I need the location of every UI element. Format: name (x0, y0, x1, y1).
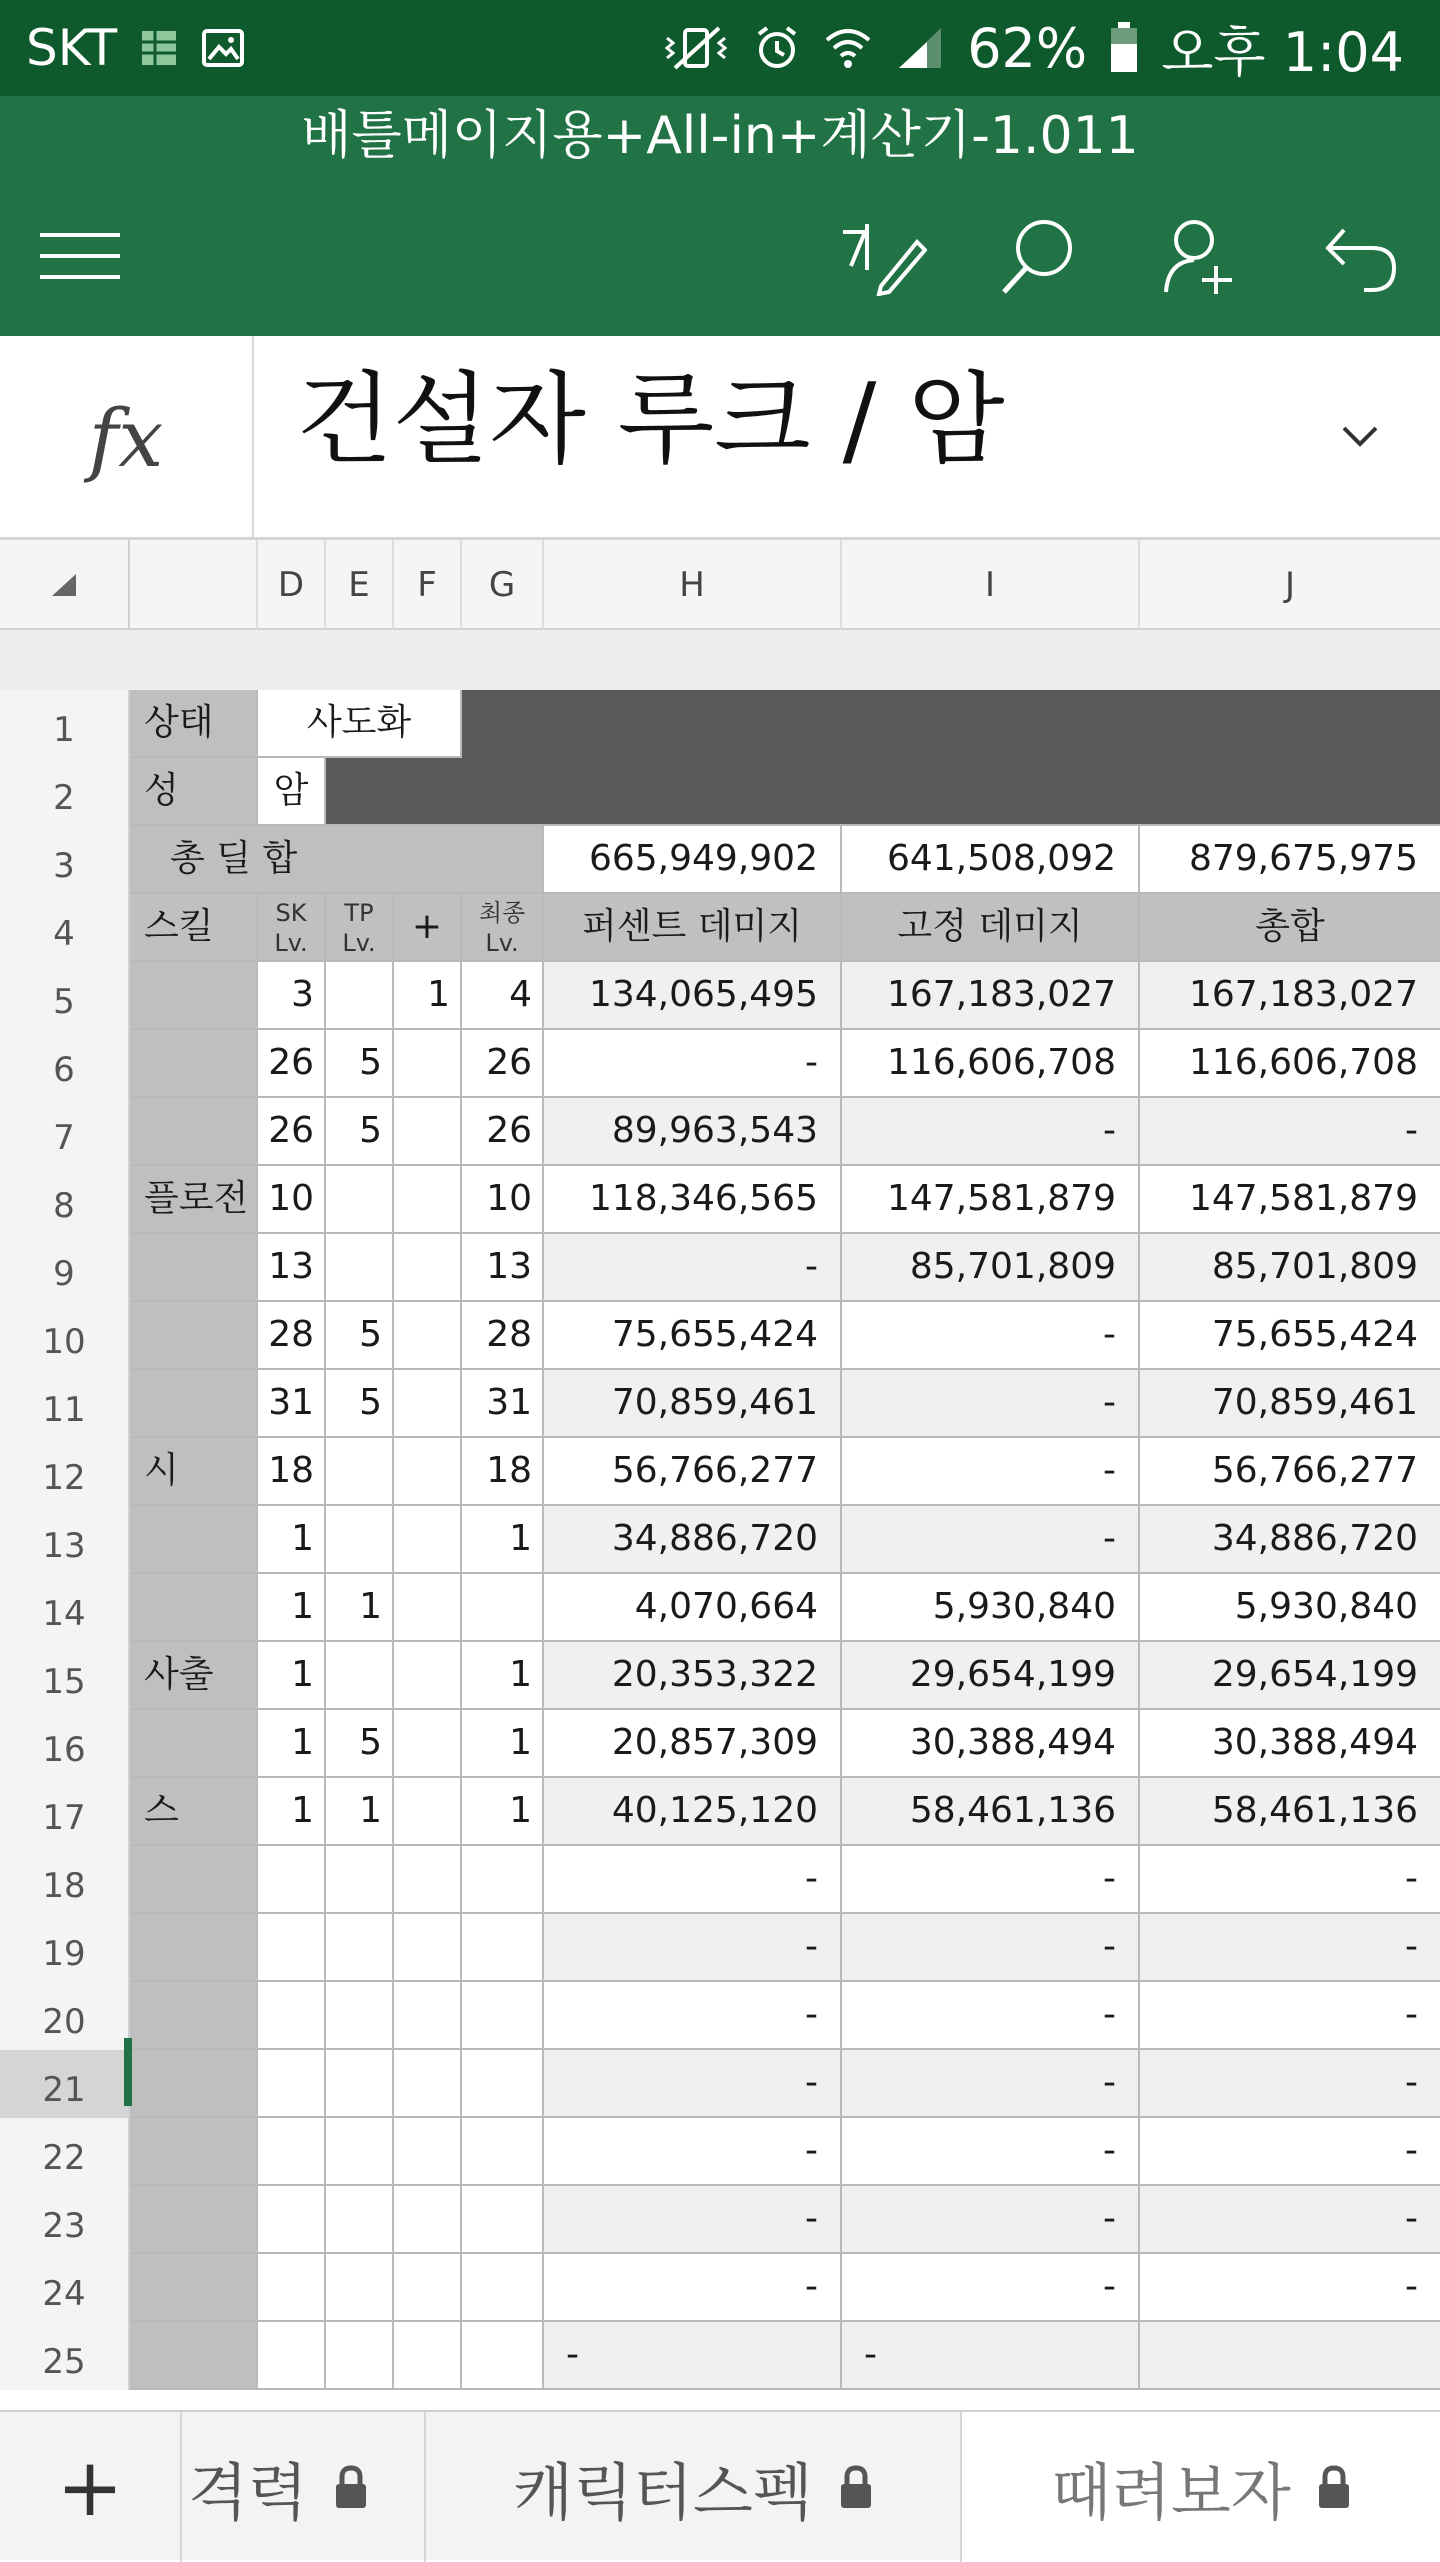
formula-content[interactable]: 건설자 루크 / 암 (296, 361, 1005, 478)
cell-I[interactable]: 30,388,494 (842, 1710, 1140, 1778)
undo-icon (1320, 216, 1400, 296)
cell-F[interactable] (394, 1302, 462, 1370)
cell-F[interactable] (394, 1778, 462, 1846)
cell-F[interactable] (394, 1846, 462, 1914)
spreadsheet-grid[interactable] (0, 690, 1440, 2410)
cell-J[interactable]: 75,655,424 (1140, 1302, 1440, 1370)
frozen-gap (0, 630, 1440, 690)
cell-J[interactable]: - (1140, 1098, 1440, 1166)
lock-icon (839, 2465, 873, 2509)
cell-I[interactable]: - (842, 1846, 1140, 1914)
cell-F[interactable] (394, 1370, 462, 1438)
cell-H[interactable]: 75,655,424 (544, 1302, 842, 1370)
cell-I[interactable]: 5,930,840 (842, 1574, 1140, 1642)
cell-F[interactable] (394, 2118, 462, 2186)
add-sheet-button[interactable]: + (0, 2412, 182, 2562)
cell-F[interactable] (394, 1914, 462, 1982)
cell-E[interactable] (326, 1506, 394, 1574)
cell-I[interactable]: - (842, 2050, 1140, 2118)
selected-row-indicator (124, 2038, 132, 2106)
cell-H[interactable]: - (544, 1982, 842, 2050)
header-tp-line1: TP (344, 899, 374, 927)
cell-J[interactable]: 58,461,136 (1140, 1778, 1440, 1846)
cell-D[interactable]: 26 (258, 1098, 326, 1166)
cell-D[interactable]: 18 (258, 1438, 326, 1506)
cell-J[interactable]: - (1140, 1982, 1440, 2050)
cell-dark-fill[interactable] (462, 690, 1440, 758)
cell-E[interactable] (326, 1166, 394, 1234)
search-icon (998, 216, 1078, 296)
tab-hit-test-label: 때려보자 (1051, 2455, 1291, 2529)
cell-G[interactable]: 18 (462, 1438, 544, 1506)
cell-G[interactable]: 13 (462, 1234, 544, 1302)
header-tp-lv[interactable] (326, 894, 394, 962)
cell-H[interactable]: - (544, 2050, 842, 2118)
select-all-triangle-icon (48, 572, 78, 598)
cell-D[interactable] (258, 1982, 326, 2050)
cell-F[interactable] (394, 1642, 462, 1710)
cell-skill-name[interactable] (130, 2050, 258, 2118)
header-plus[interactable]: + (394, 894, 462, 962)
cell-I[interactable]: 29,654,199 (842, 1642, 1140, 1710)
cell-J[interactable]: 29,654,199 (1140, 1642, 1440, 1710)
cell-H[interactable]: - (544, 2118, 842, 2186)
cell-H[interactable]: - (544, 1914, 842, 1982)
cell-skill-name[interactable] (130, 1234, 258, 1302)
cell-skill-name[interactable] (130, 1098, 258, 1166)
cell-H[interactable]: 134,065,495 (544, 962, 842, 1030)
row-number[interactable]: 14 (0, 1574, 130, 1642)
header-sk-lv[interactable] (258, 894, 326, 962)
cell-E[interactable] (326, 1234, 394, 1302)
cell-G[interactable] (462, 2050, 544, 2118)
row-number[interactable]: 19 (0, 1914, 130, 1982)
cell-E[interactable] (326, 962, 394, 1030)
cell-J[interactable]: 5,930,840 (1140, 1574, 1440, 1642)
document-title: 배틀메이지용+All-in+계산기-1.011 (301, 106, 1139, 166)
cell-H[interactable]: 40,125,120 (544, 1778, 842, 1846)
cell-J[interactable]: - (1140, 2186, 1440, 2254)
cell-J[interactable] (1140, 2322, 1440, 2390)
cell-F[interactable] (394, 1982, 462, 2050)
tab-damage[interactable] (182, 2412, 426, 2562)
column-header-E[interactable]: E (326, 540, 394, 630)
cell-G[interactable]: 26 (462, 1098, 544, 1166)
add-person-icon (1160, 216, 1240, 296)
cell-J[interactable]: 116,606,708 (1140, 1030, 1440, 1098)
row-number[interactable]: 22 (0, 2118, 130, 2186)
row-number[interactable]: 7 (0, 1098, 130, 1166)
cell-E[interactable] (326, 2322, 394, 2390)
cell-G[interactable] (462, 2322, 544, 2390)
cell-skill-name[interactable] (130, 2322, 258, 2390)
cell-H[interactable]: - (544, 2186, 842, 2254)
search-button[interactable] (988, 206, 1088, 306)
row-number[interactable]: 20 (0, 1982, 130, 2050)
cell-attr-label[interactable]: 성 (130, 758, 258, 826)
app-header (0, 96, 1440, 336)
cell-H[interactable]: - (544, 1030, 842, 1098)
cell-J[interactable]: 34,886,720 (1140, 1506, 1440, 1574)
column-header-H[interactable]: H (544, 540, 842, 630)
cell-H[interactable]: - (544, 1846, 842, 1914)
cell-status-label[interactable]: 상태 (130, 690, 258, 758)
cell-E[interactable]: 1 (326, 1574, 394, 1642)
cell-I[interactable]: - (842, 1302, 1140, 1370)
row-number[interactable]: 24 (0, 2254, 130, 2322)
row-number[interactable]: 2 (0, 758, 130, 826)
cell-H[interactable]: 20,857,309 (544, 1710, 842, 1778)
cell-J[interactable]: 30,388,494 (1140, 1710, 1440, 1778)
cell-F[interactable] (394, 1438, 462, 1506)
cell-H[interactable]: 89,963,543 (544, 1098, 842, 1166)
cell-H[interactable]: - (544, 1234, 842, 1302)
cell-skill-name[interactable] (130, 962, 258, 1030)
cell-D[interactable]: 28 (258, 1302, 326, 1370)
cell-I[interactable]: - (842, 2118, 1140, 2186)
cell-total-damage-label[interactable]: 총 딜 합 (130, 826, 544, 894)
cell-J[interactable]: - (1140, 2050, 1440, 2118)
row-number[interactable]: 6 (0, 1030, 130, 1098)
cell-D[interactable] (258, 1846, 326, 1914)
tab-character-spec-label: 캐릭터스펙 (513, 2455, 813, 2529)
cell-D[interactable]: 26 (258, 1030, 326, 1098)
header-sk-line1: SK (275, 899, 307, 927)
cell-I[interactable]: - (842, 1370, 1140, 1438)
cell-H[interactable]: - (544, 2254, 842, 2322)
cell-F[interactable] (394, 2322, 462, 2390)
cell-D[interactable]: 1 (258, 1642, 326, 1710)
cell-G[interactable]: 1 (462, 1710, 544, 1778)
cell-H[interactable]: 118,346,565 (544, 1166, 842, 1234)
column-header-G[interactable]: G (462, 540, 544, 630)
row-number[interactable]: 23 (0, 2186, 130, 2254)
cell-J[interactable]: - (1140, 2118, 1440, 2186)
column-header-C[interactable] (130, 540, 258, 630)
select-all-corner[interactable] (0, 540, 130, 630)
column-header-J[interactable]: J (1284, 565, 1296, 605)
cell-G[interactable]: 26 (462, 1030, 544, 1098)
cell-D[interactable]: 31 (258, 1370, 326, 1438)
cell-G[interactable] (462, 2186, 544, 2254)
row-number[interactable]: 21 (0, 2050, 130, 2118)
tab-character-spec[interactable] (426, 2412, 962, 2562)
cell-skill-name[interactable] (130, 1846, 258, 1914)
cell-H[interactable]: 4,070,664 (544, 1574, 842, 1642)
cell-F[interactable] (394, 1166, 462, 1234)
cell-skill-name[interactable]: 사출 (130, 1642, 258, 1710)
cell-skill-name[interactable]: 시 (130, 1438, 258, 1506)
image-notification-icon (201, 28, 245, 68)
cell-D[interactable]: 10 (258, 1166, 326, 1234)
header-sk-line2: Lv. (274, 929, 308, 957)
cell-I[interactable]: - (842, 1506, 1140, 1574)
header-tp-line2: Lv. (342, 929, 376, 957)
cell-D[interactable] (258, 1914, 326, 1982)
row-number[interactable]: 11 (0, 1370, 130, 1438)
row-number[interactable]: 15 (0, 1642, 130, 1710)
cell-D[interactable]: 3 (258, 962, 326, 1030)
cell-G[interactable]: 10 (462, 1166, 544, 1234)
cell-E[interactable] (326, 2254, 394, 2322)
edit-button[interactable] (832, 206, 932, 306)
cell-skill-name[interactable] (130, 1914, 258, 1982)
column-header-F[interactable]: F (394, 540, 462, 630)
cell-I[interactable]: - (842, 2254, 1140, 2322)
lock-icon (334, 2465, 368, 2509)
battery-percent: 62% (967, 16, 1088, 80)
status-bar (0, 0, 1440, 96)
formula-bar[interactable] (0, 336, 1440, 540)
cell-E[interactable] (326, 2050, 394, 2118)
cell-skill-name[interactable] (130, 1574, 258, 1642)
cell-J[interactable]: - (1140, 1846, 1440, 1914)
carrier-label: SKT (26, 19, 118, 77)
cell-H[interactable]: - (544, 2322, 842, 2390)
cell-I[interactable]: 167,183,027 (842, 962, 1140, 1030)
cell-G[interactable]: 28 (462, 1302, 544, 1370)
cell-E[interactable] (326, 1642, 394, 1710)
cell-skill-name[interactable] (130, 2118, 258, 2186)
cell-E[interactable] (326, 2118, 394, 2186)
row-number[interactable]: 1 (0, 690, 130, 758)
hamburger-icon (38, 231, 122, 281)
cell-E[interactable]: 5 (326, 1302, 394, 1370)
cell-status-value[interactable]: 사도화 (258, 690, 462, 758)
row-number[interactable]: 17 (0, 1778, 130, 1846)
cell-E[interactable] (326, 1846, 394, 1914)
tab-damage-label: 격력 (188, 2455, 308, 2529)
cell-G[interactable]: 4 (462, 962, 544, 1030)
header-final-lv[interactable] (462, 894, 544, 962)
header-final-line1: 최종 (478, 899, 526, 927)
tab-hit-test[interactable] (962, 2412, 1440, 2562)
cell-skill-name[interactable] (130, 1506, 258, 1574)
alarm-icon (753, 24, 801, 72)
cell-dark-fill[interactable] (326, 758, 1440, 826)
cell-F[interactable] (394, 2186, 462, 2254)
cell-F[interactable]: 1 (394, 962, 462, 1030)
header-fixed-damage[interactable]: 고정 데미지 (842, 894, 1140, 962)
cell-I[interactable]: - (842, 1438, 1140, 1506)
battery-icon (1109, 22, 1139, 74)
cell-F[interactable] (394, 2050, 462, 2118)
cell-I[interactable]: 116,606,708 (842, 1030, 1140, 1098)
cell-H[interactable]: 70,859,461 (544, 1370, 842, 1438)
cell-G[interactable]: 31 (462, 1370, 544, 1438)
cell-G[interactable]: 1 (462, 1642, 544, 1710)
header-final-line2: Lv. (485, 929, 519, 957)
cell-G[interactable] (462, 2254, 544, 2322)
cell-I[interactable]: - (842, 1914, 1140, 1982)
header-skill[interactable]: 스킬 (130, 894, 258, 962)
cell-D[interactable]: 1 (258, 1506, 326, 1574)
cell-skill-name[interactable] (130, 1982, 258, 2050)
cell-E[interactable]: 1 (326, 1778, 394, 1846)
cell-D[interactable] (258, 2118, 326, 2186)
row-number[interactable]: 8 (0, 1166, 130, 1234)
cell-skill-name[interactable] (130, 1302, 258, 1370)
row-number[interactable]: 9 (0, 1234, 130, 1302)
cell-I[interactable]: 58,461,136 (842, 1778, 1140, 1846)
menu-button[interactable] (30, 206, 130, 306)
cell-I[interactable]: 147,581,879 (842, 1166, 1140, 1234)
cell-G[interactable] (462, 1914, 544, 1982)
chevron-down-icon[interactable] (1330, 406, 1390, 466)
cell-J[interactable]: 56,766,277 (1140, 1438, 1440, 1506)
cell-G[interactable] (462, 1982, 544, 2050)
signal-icon (895, 24, 945, 72)
cell-D[interactable]: 1 (258, 1574, 326, 1642)
cell-D[interactable]: 13 (258, 1234, 326, 1302)
cell-skill-name[interactable] (130, 1030, 258, 1098)
cell-skill-name[interactable] (130, 2254, 258, 2322)
cell-E[interactable]: 5 (326, 1370, 394, 1438)
cell-F[interactable] (394, 1098, 462, 1166)
cell-H[interactable]: 34,886,720 (544, 1506, 842, 1574)
cell-I[interactable]: - (842, 1098, 1140, 1166)
cell-F[interactable] (394, 1234, 462, 1302)
cell-I[interactable]: - (842, 2186, 1140, 2254)
cell-D[interactable] (258, 2254, 326, 2322)
row-number[interactable]: 12 (0, 1438, 130, 1506)
cell-total-fixed[interactable]: 641,508,092 (842, 826, 1140, 894)
cell-D[interactable]: 1 (258, 1710, 326, 1778)
row-number[interactable]: 13 (0, 1506, 130, 1574)
cell-J[interactable]: 85,701,809 (1140, 1234, 1440, 1302)
lock-icon (1317, 2465, 1351, 2509)
row-number[interactable]: 18 (0, 1846, 130, 1914)
cell-attr-value[interactable]: 암 (258, 758, 326, 826)
header-total[interactable]: 총합 (1140, 894, 1440, 962)
column-header-I[interactable]: I (842, 540, 1140, 630)
cell-skill-name[interactable]: 플로전 (130, 1166, 258, 1234)
column-header-D[interactable]: D (258, 540, 326, 630)
cell-G[interactable] (462, 1846, 544, 1914)
cell-J[interactable]: - (1140, 1914, 1440, 1982)
cell-J[interactable]: 70,859,461 (1140, 1370, 1440, 1438)
cell-G[interactable]: 1 (462, 1778, 544, 1846)
cell-D[interactable] (258, 2322, 326, 2390)
cell-skill-name[interactable] (130, 1370, 258, 1438)
clock: 오후 1:04 (1161, 20, 1404, 84)
cell-skill-name[interactable] (130, 1710, 258, 1778)
cell-D[interactable] (258, 2050, 326, 2118)
sheets-notification-icon (139, 28, 179, 68)
cell-total-percent[interactable]: 665,949,902 (544, 826, 842, 894)
row-number[interactable]: 4 (0, 894, 130, 962)
fx-icon[interactable]: fx (0, 336, 254, 540)
undo-button[interactable] (1310, 206, 1410, 306)
vibrate-mute-icon (661, 24, 731, 72)
cell-F[interactable] (394, 1710, 462, 1778)
column-header-row (0, 540, 1440, 630)
cell-D[interactable]: 1 (258, 1778, 326, 1846)
cell-G[interactable]: 1 (462, 1506, 544, 1574)
cell-E[interactable] (326, 2186, 394, 2254)
cell-F[interactable] (394, 1506, 462, 1574)
wifi-icon (823, 24, 873, 72)
cell-G[interactable] (462, 2118, 544, 2186)
cell-J[interactable]: 147,581,879 (1140, 1166, 1440, 1234)
cell-E[interactable] (326, 1982, 394, 2050)
cell-I[interactable]: - (842, 2322, 1140, 2390)
cell-E[interactable] (326, 1438, 394, 1506)
cell-total-sum[interactable]: 879,675,975 (1140, 826, 1440, 894)
cell-E[interactable]: 5 (326, 1030, 394, 1098)
cell-skill-name[interactable]: 스 (130, 1778, 258, 1846)
cell-H[interactable]: 20,353,322 (544, 1642, 842, 1710)
share-button[interactable] (1150, 206, 1250, 306)
sheet-tabs (0, 2410, 1440, 2560)
row-number[interactable]: 10 (0, 1302, 130, 1370)
cell-F[interactable] (394, 2254, 462, 2322)
cell-J[interactable]: - (1140, 2254, 1440, 2322)
row-number[interactable]: 5 (0, 962, 130, 1030)
cell-F[interactable] (394, 1030, 462, 1098)
row-number[interactable]: 25 (0, 2322, 130, 2390)
cell-I[interactable]: 85,701,809 (842, 1234, 1140, 1302)
cell-G[interactable] (462, 1574, 544, 1642)
row-number[interactable]: 3 (0, 826, 130, 894)
cell-E[interactable]: 5 (326, 1710, 394, 1778)
row-number[interactable]: 16 (0, 1710, 130, 1778)
cell-J[interactable]: 167,183,027 (1140, 962, 1440, 1030)
cell-D[interactable] (258, 2186, 326, 2254)
edit-text-pen-icon (837, 216, 927, 296)
cell-I[interactable]: - (842, 1982, 1140, 2050)
cell-E[interactable]: 5 (326, 1098, 394, 1166)
cell-E[interactable] (326, 1914, 394, 1982)
header-percent-damage[interactable]: 퍼센트 데미지 (544, 894, 842, 962)
cell-F[interactable] (394, 1574, 462, 1642)
cell-H[interactable]: 56,766,277 (544, 1438, 842, 1506)
cell-skill-name[interactable] (130, 2186, 258, 2254)
